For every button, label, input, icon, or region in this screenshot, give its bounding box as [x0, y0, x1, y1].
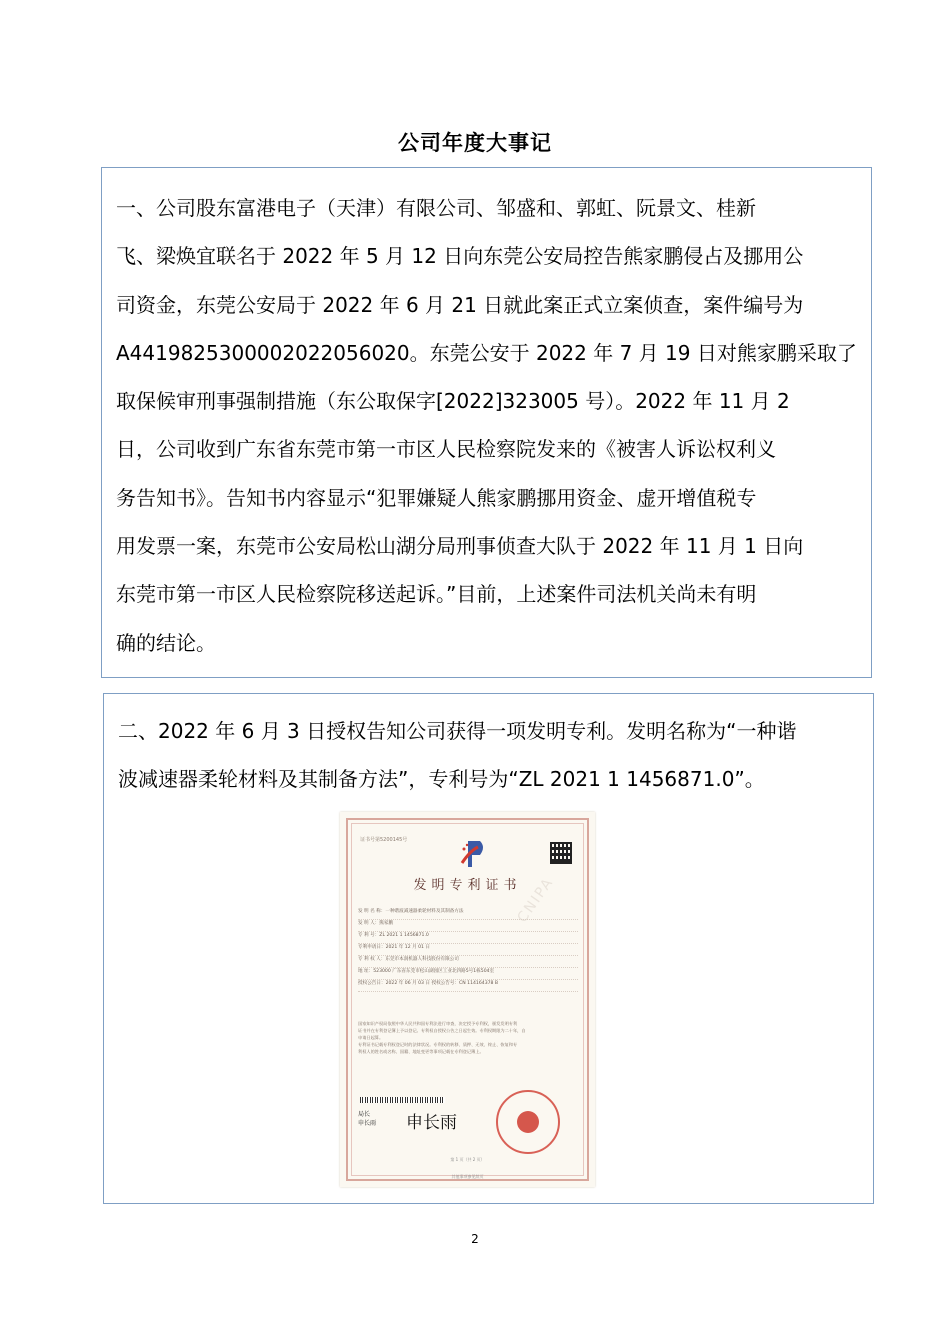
text-line: 取保候审刑事强制措施（东公取保字[2022]323005 号）。2022 年 11 月 2 — [116, 389, 790, 414]
director-title: 局长 — [358, 1111, 371, 1118]
certificate-body-line: 国家知识产权局依照中华人民共和国专利法进行审查，决定授予专利权，颁发发明专利 — [358, 1021, 518, 1026]
text-line: 日，公司收到广东省东莞市第一市区人民检察院发来的《被害人诉讼权利义 — [116, 437, 776, 462]
certificate-field: 授权公告日：2022 年 06 月 03 日 授权公告号：CN 114164378 B — [358, 980, 578, 992]
text-line: 务告知书》。告知书内容显示“犯罪嫌疑人熊家鹏挪用资金、虚开增值税专 — [116, 485, 757, 510]
certificate-field: 发 明 名 称：一种谐波减速器柔轮材料及其制备方法 — [358, 908, 578, 920]
text-line: 波减速器柔轮材料及其制备方法”，专利号为“ZL 2021 1 1456871.0”。 — [118, 767, 765, 792]
certificate-number: 证书号第5200145号 — [360, 837, 408, 843]
director-label — [358, 1110, 376, 1128]
certificate-title: 发明专利证书 — [413, 878, 522, 893]
event-box-1 — [101, 167, 872, 678]
text-line: 确的结论。 — [116, 630, 216, 655]
cnipa-logo-icon — [458, 837, 488, 871]
certificate-body-text — [358, 1020, 576, 1055]
certificate-page-number: 第 1 页（共 2 页） — [450, 1157, 485, 1162]
certificate-footer: 其他事项参见续页 — [451, 1174, 484, 1179]
cnipa-watermark: CNIPA — [514, 874, 558, 926]
certificate-field: 专 利 号：ZL 2021 1 1456871.0 — [358, 932, 578, 944]
director-signature: 申长雨 — [406, 1113, 457, 1133]
text-line: 二、2022 年 6 月 3 日授权告知公司获得一项发明专利。发明名称为“一种谐 — [118, 719, 797, 743]
official-seal-icon — [496, 1090, 560, 1154]
page-number: 2 — [471, 1232, 479, 1246]
text-line: 一、公司股东富港电子（天津）有限公司、邹盛和、郭虹、阮景文、桂新 — [116, 196, 756, 220]
director-name: 申长雨 — [358, 1120, 377, 1127]
certificate-body-line: 利权人的姓名或名称、国籍、地址变更等事项记载在专利登记簿上。 — [358, 1049, 484, 1054]
certificate-body-line: 申请日起算。 — [358, 1035, 384, 1040]
certificate-body-line: 证书并在专利登记簿上予以登记。专利权自授权公告之日起生效。专利权期限为二十年，自 — [358, 1028, 526, 1033]
text-line: 飞、梁焕宜联名于 2022 年 5 月 12 日向东莞公安局控告熊家鹏侵占及挪用公 — [116, 244, 804, 269]
text-line: 用发票一案，东莞市公安局松山湖分局刑事侦查大队于 2022 年 11 月 1 日向 — [116, 534, 804, 559]
text-line: 东莞市第一市区人民检察院移送起诉。”目前，上述案件司法机关尚未有明 — [116, 582, 757, 607]
text-line: A4419825300002022056020。东莞公安于 2022 年 7 月 19 日对熊家鹏采取了 — [116, 340, 857, 365]
event-box-2 — [103, 693, 874, 1204]
page-title: 公司年度大事记 — [398, 131, 552, 155]
event-2-text — [118, 707, 861, 804]
event-1-text — [116, 184, 859, 667]
certificate-body-line: 专利证书记载专利权登记时的法律状况。专利权的转移、质押、无效、终止、恢复和专 — [358, 1042, 518, 1047]
barcode-icon — [360, 1097, 445, 1103]
certificate-field: 专利申请日：2021 年 12 月 01 日 — [358, 944, 578, 956]
qr-code-icon — [550, 842, 572, 864]
certificate-field: 地 址：523000 广东省东莞市松山湖园区工业北四路5号1栋504室 — [358, 968, 578, 980]
certificate-fields — [358, 908, 578, 992]
certificate-field: 发 明 人：熊家鹏 — [358, 920, 578, 932]
text-line: 司资金，东莞公安局于 2022 年 6 月 21 日就此案正式立案侦查，案件编号为 — [116, 292, 804, 317]
certificate-field: 专 利 权 人：东莞市本润机器人科技股份有限公司 — [358, 956, 578, 968]
patent-certificate-image — [340, 812, 595, 1187]
